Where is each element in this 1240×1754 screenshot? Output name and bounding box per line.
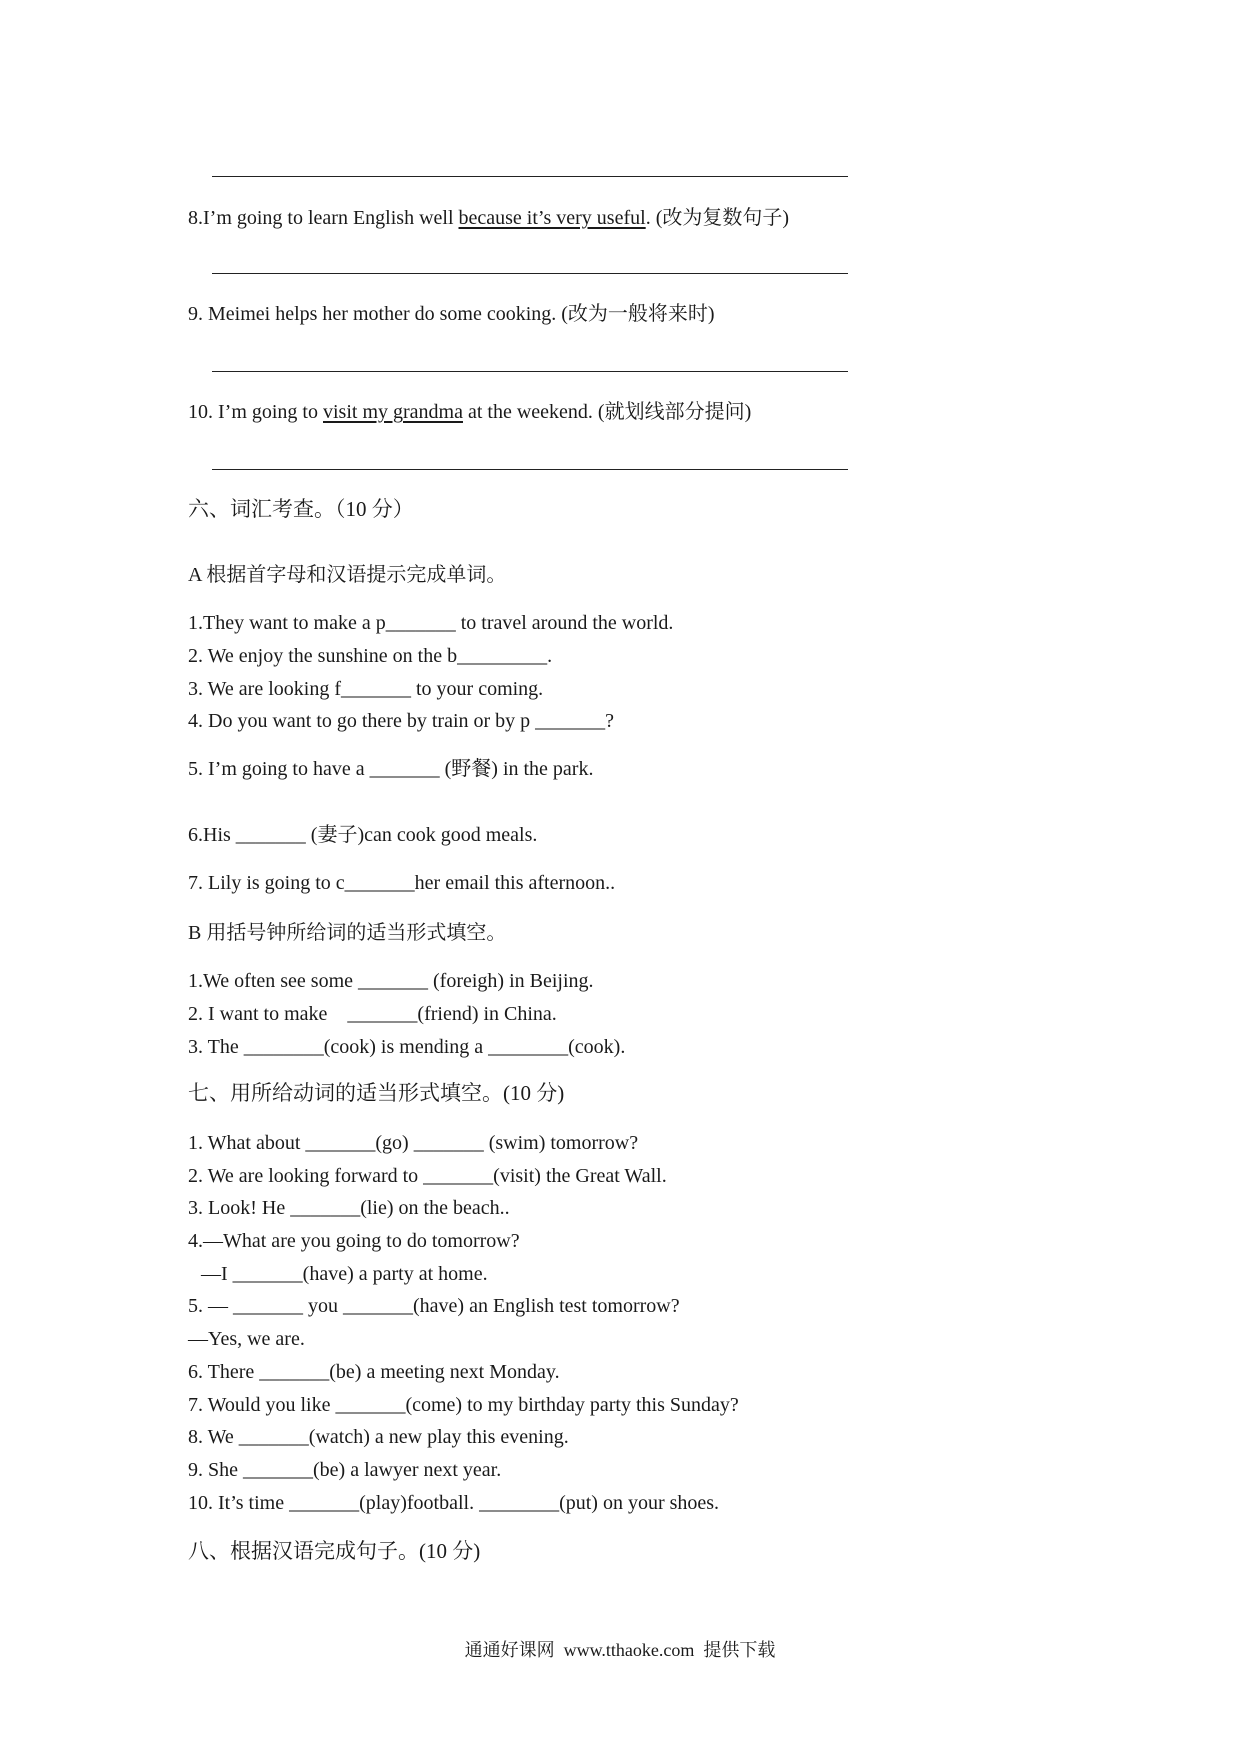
section-6-title: 六、词汇考查。（10 分） (188, 497, 414, 521)
list-item: 8. We _______(watch) a new play this evening. (188, 1426, 569, 1448)
list-item: 10. It’s time _______(play)football. ________(put) on your shoes. (188, 1492, 720, 1514)
section-6a-title: A 根据首字母和汉语提示完成单词。 (188, 564, 507, 586)
answer-line (212, 176, 848, 177)
list-item: 3. We are looking f_______ to your coming. (188, 678, 544, 700)
question-9: 9. Meimei helps her mother do some cooking. (改为一般将来时) (188, 303, 715, 325)
section-8-title: 八、根据汉语完成句子。(10 分) (188, 1539, 481, 1563)
list-item: 3. The ________(cook) is mending a ________(cook). (188, 1036, 626, 1058)
list-item: 2. We are looking forward to _______(visit) the Great Wall. (188, 1165, 667, 1187)
question-8 (188, 206, 789, 230)
list-item: 4. Do you want to go there by train or by p _______? (188, 710, 615, 732)
list-item: 7. Lily is going to c_______her email this afternoon.. (188, 872, 616, 894)
list-item: 6. There _______(be) a meeting next Monday. (188, 1361, 560, 1383)
underlined-phrase: because it’s very useful (458, 207, 646, 229)
answer-line (212, 273, 848, 274)
question-10 (188, 400, 751, 424)
list-item: —I _______(have) a party at home. (196, 1263, 488, 1285)
list-item: 1.We often see some _______ (foreigh) in Beijing. (188, 970, 594, 992)
question-instruction: . (改为复数句子) (645, 207, 790, 229)
list-item: 5. I’m going to have a _______ (野餐) in the park. (188, 758, 594, 780)
list-item: 1. What about _______(go) _______ (swim) tomorrow? (188, 1132, 639, 1154)
list-item: 9. She _______(be) a lawyer next year. (188, 1459, 502, 1481)
page-footer: 通通好课网 www.tthaoke.com 提供下载 (464, 1640, 776, 1660)
question-text: 8.I’m going to learn English well (188, 207, 459, 229)
list-item: 3. Look! He _______(lie) on the beach.. (188, 1197, 510, 1219)
question-text: 10. I’m going to (188, 401, 323, 423)
list-item: 5. — _______ you _______(have) an English test tomorrow? (188, 1295, 680, 1317)
list-item: 7. Would you like _______(come) to my birthday party this Sunday? (188, 1394, 739, 1416)
answer-line (212, 371, 848, 372)
list-item: 1.They want to make a p_______ to travel around the world. (188, 612, 674, 634)
underlined-phrase: visit my grandma (323, 401, 463, 423)
list-item: 2. We enjoy the sunshine on the b_________. (188, 645, 553, 667)
section-7-title: 七、用所给动词的适当形式填空。(10 分) (188, 1081, 565, 1105)
answer-line (212, 469, 848, 470)
list-item: 4.—What are you going to do tomorrow? (188, 1230, 520, 1252)
section-6b-title: B 用括号钟所给词的适当形式填空。 (188, 922, 507, 944)
question-instruction: at the weekend. (就划线部分提问) (462, 401, 752, 423)
list-item: 2. I want to make _______(friend) in China. (188, 1003, 557, 1025)
list-item: 6.His _______ (妻子)can cook good meals. (188, 824, 538, 846)
list-item: —Yes, we are. (188, 1328, 305, 1350)
